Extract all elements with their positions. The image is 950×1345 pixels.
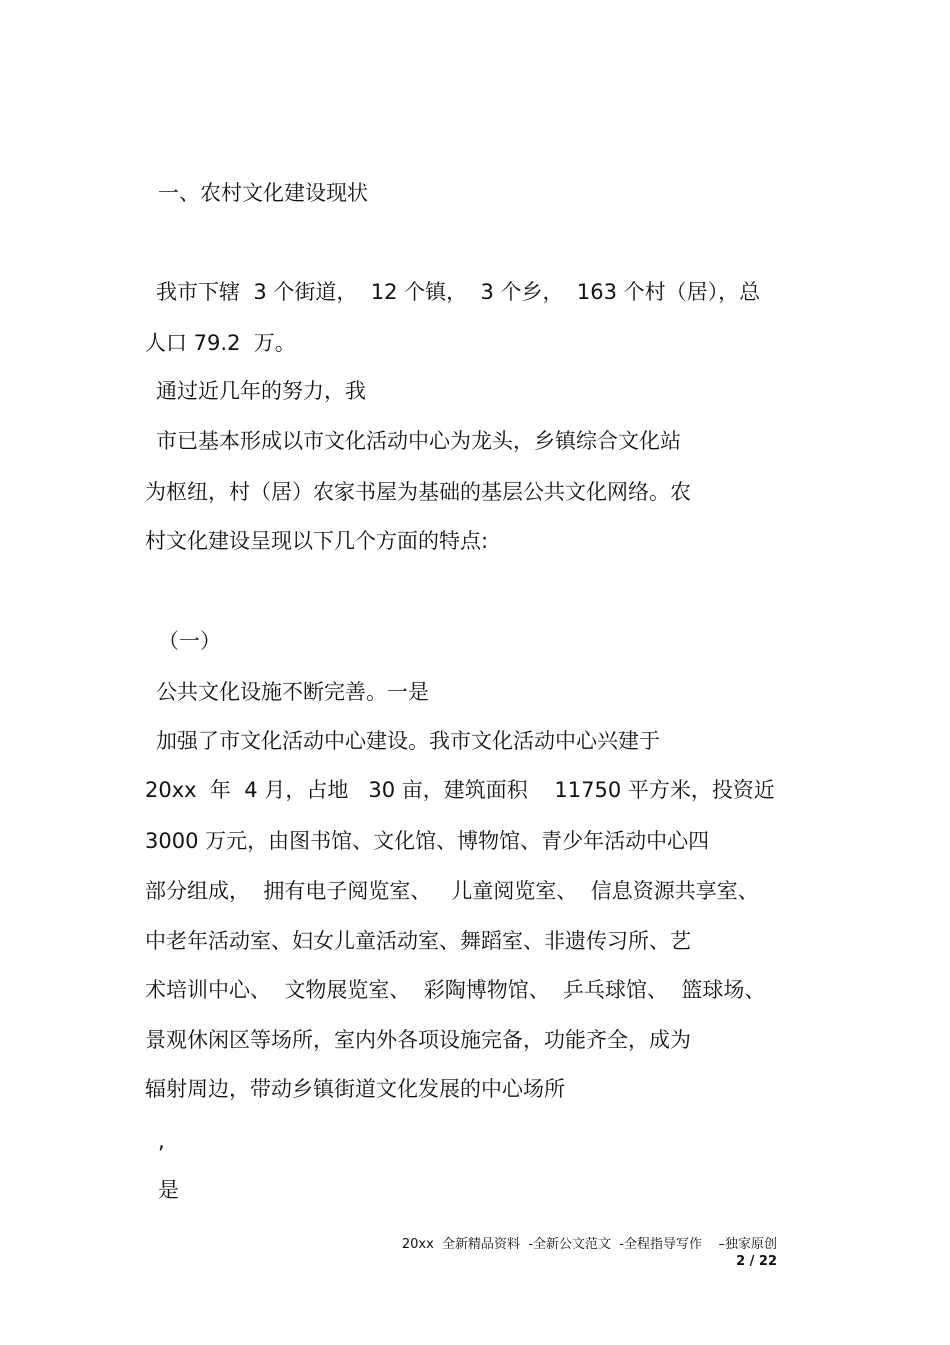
paragraph-2-line-4: 村文化建设呈现以下几个方面的特点: [145, 529, 489, 553]
paragraph-2-line-2: 市已基本形成以市文化活动中心为龙头，乡镇综合文化站 [156, 429, 681, 453]
paragraph-3-line-2: 加强了市文化活动中心建设。我市文化活动中心兴建于 [156, 729, 660, 753]
page-number: 2 / 22 [736, 1254, 777, 1269]
paragraph-3-line-6: 中老年活动室、妇女儿童活动室、舞蹈室、非遗传习所、艺 [145, 929, 691, 953]
paragraph-1-line-1: 我市下辖 3 个街道， 12 个镇， 3 个乡， 163 个村（居），总 [156, 280, 761, 304]
paragraph-3-line-9: 辐射周边，带动乡镇街道文化发展的中心场所 [145, 1077, 565, 1101]
paragraph-2-line-3: 为枢纽，村（居）农家书屋为基础的基层公共文化网络。农 [145, 480, 691, 504]
paragraph-3-line-8: 景观休闲区等场所，室内外各项设施完备，功能齐全，成为 [145, 1028, 691, 1052]
paragraph-2-line-1: 通过近几年的努力，我 [156, 379, 366, 403]
trailing-comma: , [158, 1129, 165, 1153]
section-marker: （一） [158, 629, 221, 653]
paragraph-3-line-5: 部分组成， 拥有电子阅览室、 儿童阅览室、 信息资源共享室、 [145, 879, 759, 903]
footer-tagline: 20xx 全新精品资料 -全新公文范文 -全程指导写作 –独家原创 [401, 1237, 777, 1252]
trailing-text: 是 [158, 1178, 179, 1202]
paragraph-3-line-1: 公共文化设施不断完善。一是 [156, 680, 429, 704]
paragraph-3-line-4: 3000 万元，由图书馆、文化馆、博物馆、青少年活动中心四 [145, 829, 710, 853]
paragraph-3-line-7: 术培训中心、 文物展览室、 彩陶博物馆、 乒乓球馆、 篮球场、 [145, 978, 766, 1002]
heading: 一、农村文化建设现状 [158, 181, 368, 205]
paragraph-1-line-2: 人口 79.2 万。 [145, 331, 296, 355]
paragraph-3-line-3: 20xx 年 4 月，占地 30 亩，建筑面积 11750 平方米，投资近 [145, 778, 775, 802]
